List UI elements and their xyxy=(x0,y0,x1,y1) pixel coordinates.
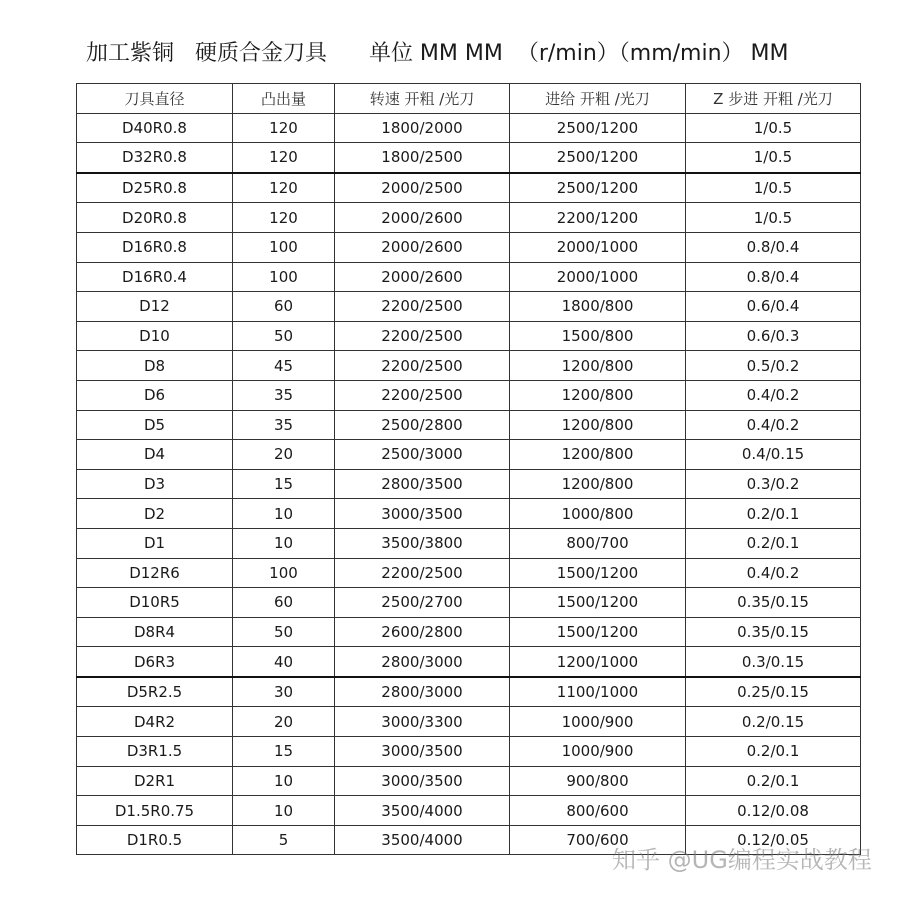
cell-spindle-speed: 2000/2600 xyxy=(335,262,510,292)
cell-spindle-speed: 2500/2800 xyxy=(335,410,510,440)
cell-spindle-speed: 1800/2500 xyxy=(335,143,510,173)
cell-feed-rate: 1000/900 xyxy=(510,707,686,737)
cell-spindle-speed: 3500/4000 xyxy=(335,825,510,855)
cell-z-step: 0.4/0.2 xyxy=(686,558,861,588)
cell-tool-diameter: D6R3 xyxy=(77,647,233,677)
cell-spindle-speed: 2800/3500 xyxy=(335,469,510,499)
cell-z-step: 0.8/0.4 xyxy=(686,262,861,292)
cell-z-step: 0.12/0.08 xyxy=(686,796,861,826)
table-row xyxy=(77,528,861,558)
cell-protrusion: 60 xyxy=(233,588,335,618)
cell-tool-diameter: D12 xyxy=(77,292,233,322)
cell-z-step: 0.4/0.2 xyxy=(686,410,861,440)
cell-feed-rate: 1200/800 xyxy=(510,440,686,470)
cell-protrusion: 100 xyxy=(233,558,335,588)
cell-tool-diameter: D40R0.8 xyxy=(77,113,233,143)
cell-spindle-speed: 2500/3000 xyxy=(335,440,510,470)
table-row xyxy=(77,173,861,203)
cell-protrusion: 20 xyxy=(233,440,335,470)
cell-spindle-speed: 2200/2500 xyxy=(335,321,510,351)
table-header-row xyxy=(77,84,861,114)
cell-tool-diameter: D3 xyxy=(77,469,233,499)
table-row xyxy=(77,113,861,143)
cell-z-step: 1/0.5 xyxy=(686,173,861,203)
cell-spindle-speed: 2200/2500 xyxy=(335,558,510,588)
cell-feed-rate: 2000/1000 xyxy=(510,232,686,262)
cell-protrusion: 10 xyxy=(233,528,335,558)
cell-z-step: 0.2/0.1 xyxy=(686,766,861,796)
cell-tool-diameter: D16R0.8 xyxy=(77,232,233,262)
table-row xyxy=(77,796,861,826)
header-z-step: Z 步进 开粗 /光刀 xyxy=(686,84,861,114)
cell-spindle-speed: 3000/3500 xyxy=(335,737,510,767)
cell-feed-rate: 1200/800 xyxy=(510,380,686,410)
cell-protrusion: 10 xyxy=(233,796,335,826)
page-title: 加工紫铜 硬质合金刀具 单位 MM MM （r/min）（mm/min） MM xyxy=(86,41,789,66)
cell-z-step: 0.2/0.1 xyxy=(686,737,861,767)
cell-feed-rate: 1200/800 xyxy=(510,351,686,381)
cell-feed-rate: 1200/800 xyxy=(510,410,686,440)
cell-tool-diameter: D4R2 xyxy=(77,707,233,737)
table-row xyxy=(77,499,861,529)
cell-tool-diameter: D1R0.5 xyxy=(77,825,233,855)
cell-protrusion: 100 xyxy=(233,232,335,262)
cell-protrusion: 45 xyxy=(233,351,335,381)
cell-feed-rate: 2500/1200 xyxy=(510,143,686,173)
table-row xyxy=(77,617,861,647)
cell-feed-rate: 1500/1200 xyxy=(510,617,686,647)
table-body xyxy=(77,113,861,855)
cell-protrusion: 15 xyxy=(233,469,335,499)
cell-feed-rate: 1100/1000 xyxy=(510,677,686,707)
cell-z-step: 1/0.5 xyxy=(686,203,861,233)
cell-feed-rate: 2000/1000 xyxy=(510,262,686,292)
cell-z-step: 0.12/0.05 xyxy=(686,825,861,855)
cell-tool-diameter: D8 xyxy=(77,351,233,381)
cell-tool-diameter: D20R0.8 xyxy=(77,203,233,233)
header-tool-diameter: 刀具直径 xyxy=(77,84,233,114)
cell-feed-rate: 2500/1200 xyxy=(510,113,686,143)
cell-protrusion: 50 xyxy=(233,617,335,647)
cell-z-step: 0.2/0.15 xyxy=(686,707,861,737)
cell-tool-diameter: D1.5R0.75 xyxy=(77,796,233,826)
table-row xyxy=(77,203,861,233)
cell-z-step: 0.2/0.1 xyxy=(686,499,861,529)
cell-spindle-speed: 2500/2700 xyxy=(335,588,510,618)
header-spindle-speed: 转速 开粗 /光刀 xyxy=(335,84,510,114)
cell-feed-rate: 1200/800 xyxy=(510,469,686,499)
cell-feed-rate: 1800/800 xyxy=(510,292,686,322)
cell-tool-diameter: D32R0.8 xyxy=(77,143,233,173)
cell-feed-rate: 2500/1200 xyxy=(510,173,686,203)
cell-feed-rate: 900/800 xyxy=(510,766,686,796)
cell-z-step: 0.6/0.3 xyxy=(686,321,861,351)
cell-tool-diameter: D2R1 xyxy=(77,766,233,796)
table-row xyxy=(77,647,861,677)
cell-tool-diameter: D12R6 xyxy=(77,558,233,588)
cell-spindle-speed: 3500/4000 xyxy=(335,796,510,826)
cell-tool-diameter: D25R0.8 xyxy=(77,173,233,203)
cell-z-step: 0.2/0.1 xyxy=(686,528,861,558)
cell-spindle-speed: 3500/3800 xyxy=(335,528,510,558)
cell-protrusion: 60 xyxy=(233,292,335,322)
cell-protrusion: 35 xyxy=(233,380,335,410)
cell-protrusion: 30 xyxy=(233,677,335,707)
table-row xyxy=(77,262,861,292)
cell-feed-rate: 1500/800 xyxy=(510,321,686,351)
cell-tool-diameter: D5 xyxy=(77,410,233,440)
cell-z-step: 0.3/0.2 xyxy=(686,469,861,499)
cell-spindle-speed: 2200/2500 xyxy=(335,380,510,410)
table-row xyxy=(77,410,861,440)
cell-tool-diameter: D8R4 xyxy=(77,617,233,647)
cell-spindle-speed: 2200/2500 xyxy=(335,292,510,322)
cell-feed-rate: 1500/1200 xyxy=(510,588,686,618)
header-protrusion: 凸出量 xyxy=(233,84,335,114)
cell-z-step: 0.35/0.15 xyxy=(686,588,861,618)
cell-z-step: 0.35/0.15 xyxy=(686,617,861,647)
cell-protrusion: 35 xyxy=(233,410,335,440)
cell-tool-diameter: D10 xyxy=(77,321,233,351)
cell-spindle-speed: 2000/2600 xyxy=(335,232,510,262)
cell-tool-diameter: D10R5 xyxy=(77,588,233,618)
cell-spindle-speed: 1800/2000 xyxy=(335,113,510,143)
tool-parameter-table xyxy=(76,83,861,855)
cell-protrusion: 100 xyxy=(233,262,335,292)
cell-protrusion: 5 xyxy=(233,825,335,855)
cell-tool-diameter: D4 xyxy=(77,440,233,470)
cell-spindle-speed: 3000/3500 xyxy=(335,499,510,529)
cell-z-step: 0.5/0.2 xyxy=(686,351,861,381)
cell-protrusion: 10 xyxy=(233,766,335,796)
cell-protrusion: 10 xyxy=(233,499,335,529)
cell-spindle-speed: 2200/2500 xyxy=(335,351,510,381)
table-row xyxy=(77,558,861,588)
cell-tool-diameter: D5R2.5 xyxy=(77,677,233,707)
table-row xyxy=(77,588,861,618)
cell-feed-rate: 1500/1200 xyxy=(510,558,686,588)
cell-spindle-speed: 3000/3300 xyxy=(335,707,510,737)
cell-feed-rate: 700/600 xyxy=(510,825,686,855)
cell-spindle-speed: 3000/3500 xyxy=(335,766,510,796)
cell-feed-rate: 2200/1200 xyxy=(510,203,686,233)
cell-feed-rate: 1000/900 xyxy=(510,737,686,767)
table-row xyxy=(77,351,861,381)
cell-spindle-speed: 2800/3000 xyxy=(335,647,510,677)
table-row xyxy=(77,380,861,410)
cell-protrusion: 15 xyxy=(233,737,335,767)
cell-feed-rate: 800/700 xyxy=(510,528,686,558)
cell-spindle-speed: 2600/2800 xyxy=(335,617,510,647)
cell-protrusion: 120 xyxy=(233,203,335,233)
cell-tool-diameter: D16R0.4 xyxy=(77,262,233,292)
cell-z-step: 0.4/0.15 xyxy=(686,440,861,470)
cell-feed-rate: 1200/1000 xyxy=(510,647,686,677)
cell-z-step: 0.6/0.4 xyxy=(686,292,861,322)
cell-spindle-speed: 2000/2600 xyxy=(335,203,510,233)
table-row xyxy=(77,766,861,796)
header-feed-rate: 进给 开粗 /光刀 xyxy=(510,84,686,114)
table-row xyxy=(77,677,861,707)
cell-z-step: 0.25/0.15 xyxy=(686,677,861,707)
cell-z-step: 0.8/0.4 xyxy=(686,232,861,262)
table-row xyxy=(77,469,861,499)
cell-tool-diameter: D1 xyxy=(77,528,233,558)
cell-protrusion: 120 xyxy=(233,143,335,173)
cell-feed-rate: 800/600 xyxy=(510,796,686,826)
cell-protrusion: 20 xyxy=(233,707,335,737)
cell-z-step: 0.3/0.15 xyxy=(686,647,861,677)
table-row xyxy=(77,737,861,767)
cell-tool-diameter: D3R1.5 xyxy=(77,737,233,767)
cell-protrusion: 40 xyxy=(233,647,335,677)
cell-protrusion: 50 xyxy=(233,321,335,351)
cell-tool-diameter: D2 xyxy=(77,499,233,529)
watermark: 知乎 @UG编程实战教程 xyxy=(612,846,872,874)
table-row xyxy=(77,707,861,737)
cell-protrusion: 120 xyxy=(233,113,335,143)
table-row xyxy=(77,440,861,470)
cell-feed-rate: 1000/800 xyxy=(510,499,686,529)
table-row xyxy=(77,232,861,262)
cell-protrusion: 120 xyxy=(233,173,335,203)
cell-tool-diameter: D6 xyxy=(77,380,233,410)
table-row xyxy=(77,292,861,322)
cell-spindle-speed: 2800/3000 xyxy=(335,677,510,707)
cell-z-step: 1/0.5 xyxy=(686,143,861,173)
cell-z-step: 0.4/0.2 xyxy=(686,380,861,410)
table-row xyxy=(77,143,861,173)
table-row xyxy=(77,321,861,351)
cell-z-step: 1/0.5 xyxy=(686,113,861,143)
cell-spindle-speed: 2000/2500 xyxy=(335,173,510,203)
